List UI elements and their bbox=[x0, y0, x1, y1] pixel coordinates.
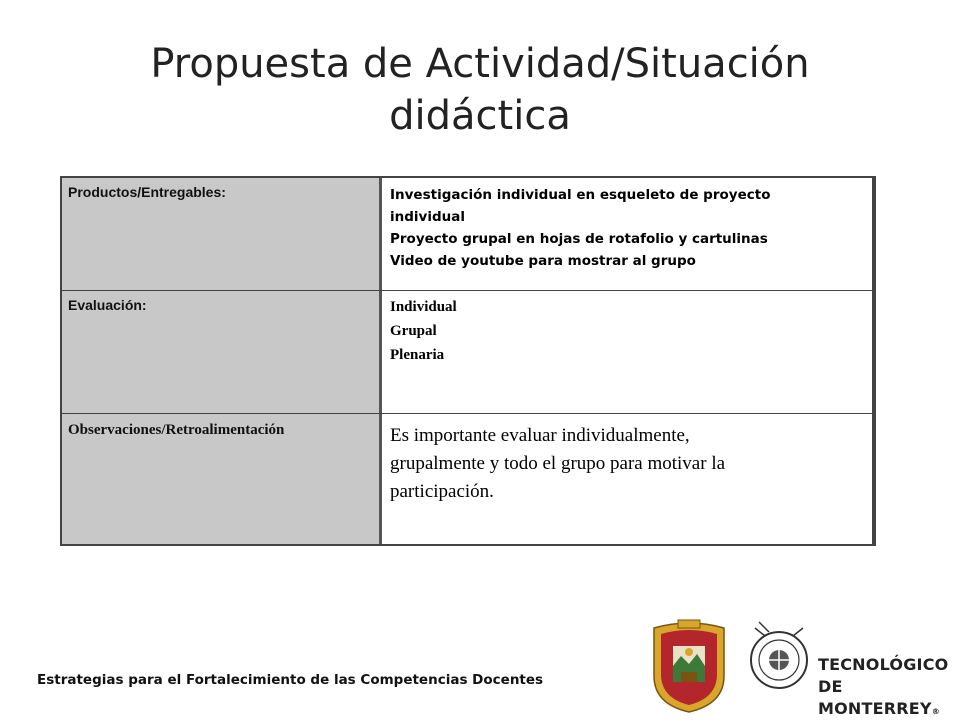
estado-de-mexico-crest-icon bbox=[648, 616, 730, 714]
row-value-observations bbox=[382, 414, 872, 544]
products-line-2: individual bbox=[390, 209, 465, 225]
activity-table bbox=[60, 176, 876, 546]
row-label-products: Productos/Entregables: bbox=[62, 178, 382, 290]
evaluation-line-3: Plenaria bbox=[390, 347, 445, 363]
table-row-products bbox=[62, 178, 872, 290]
row-label-observations: Observaciones/Retroalimentación bbox=[62, 414, 382, 544]
products-line-1: Investigación individual en esqueleto de proyecto bbox=[390, 187, 771, 203]
table-row-evaluation bbox=[62, 290, 872, 413]
table-row-observations bbox=[62, 413, 872, 544]
products-line-4: Video de youtube para mostrar al grupo bbox=[390, 253, 696, 269]
footer-caption: Estrategias para el Fortalecimiento de las Competencias Docentes bbox=[37, 672, 544, 688]
slide-title bbox=[60, 38, 900, 142]
row-value-evaluation bbox=[382, 291, 872, 413]
evaluation-line-2: Grupal bbox=[390, 323, 437, 339]
row-value-products bbox=[382, 178, 872, 290]
tec-logo-line-2: DE MONTERREY bbox=[818, 677, 932, 718]
title-line-1: Propuesta de Actividad/Situación bbox=[150, 41, 810, 87]
tec-logo-text bbox=[818, 654, 960, 723]
evaluation-line-1: Individual bbox=[390, 299, 457, 315]
tec-seal-icon bbox=[745, 620, 813, 694]
observations-line-2: grupalmente y todo el grupo para motivar la bbox=[390, 453, 726, 474]
row-label-evaluation: Evaluación: bbox=[62, 291, 382, 413]
title-line-2: didáctica bbox=[389, 93, 571, 139]
observations-line-1: Es importante evaluar individualmente, bbox=[390, 425, 690, 446]
observations-line-3: participación. bbox=[390, 481, 494, 502]
tec-logo-line-1: TECNOLÓGICO bbox=[818, 655, 949, 674]
products-line-3: Proyecto grupal en hojas de rotafolio y cartulinas bbox=[390, 231, 768, 247]
registered-mark: ® bbox=[931, 707, 940, 716]
